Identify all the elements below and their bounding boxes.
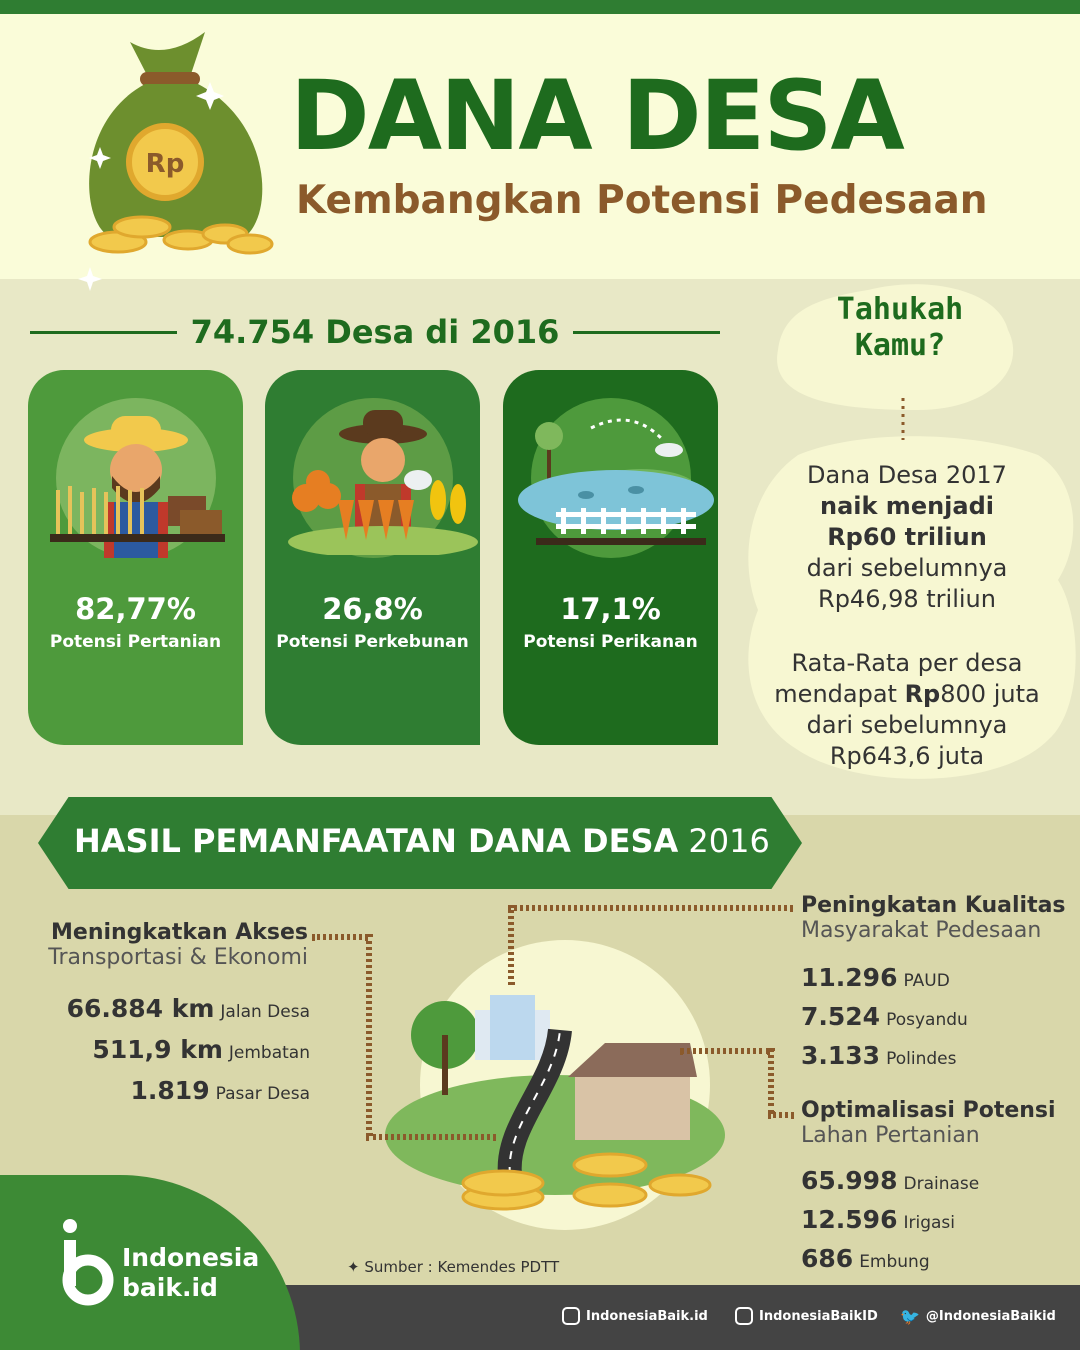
top-bar — [0, 0, 1080, 14]
card-pertanian-value: 82,77% — [75, 592, 196, 626]
lahan-section — [801, 1098, 1056, 1148]
kualitas-stat-value: 3.133 — [801, 1041, 881, 1070]
connector-kualitas — [508, 905, 793, 911]
connector-akses-h — [366, 1134, 496, 1140]
fact1-line1: Dana Desa 2017 — [807, 461, 1007, 489]
fact2-line2c: 800 juta — [940, 680, 1040, 708]
heading-line-right — [573, 331, 720, 334]
stat-row — [801, 1163, 979, 1202]
stat-row — [67, 1031, 310, 1072]
fact1-line2: naik menjadi — [819, 492, 995, 520]
card-perkebunan-value: 26,8% — [322, 592, 423, 626]
kualitas-stat-value: 7.524 — [801, 1002, 881, 1031]
akses-stat-label: Jalan Desa — [220, 1002, 310, 1022]
card-pertanian-label: Potensi Pertanian — [49, 632, 222, 652]
bag-symbol: Rp — [145, 149, 185, 179]
results-banner-text — [74, 822, 770, 860]
pond-icon — [516, 460, 716, 545]
kualitas-stats — [801, 960, 968, 1077]
youtube-icon — [735, 1307, 753, 1325]
fact2-line2b: Rp — [904, 680, 941, 708]
kualitas-stat-value: 11.296 — [801, 963, 898, 992]
akses-stat-label: Pasar Desa — [215, 1084, 310, 1104]
pin-icon: ✦ — [347, 1258, 365, 1276]
stat-row — [67, 1072, 310, 1113]
village-illustration — [385, 935, 730, 1235]
logo-line2: baik.id — [122, 1273, 218, 1302]
vegetable-garden-icon — [288, 460, 478, 555]
connector-kualitas-v — [508, 905, 514, 985]
banner-year: 2016 — [678, 822, 770, 860]
akses-stats — [67, 990, 310, 1113]
akses-stat-value: 1.819 — [130, 1076, 210, 1105]
lahan-subtitle: Lahan Pertanian — [801, 1123, 980, 1148]
source-text: Sumber : Kemendes PDTT — [364, 1258, 560, 1276]
kualitas-section — [801, 893, 1066, 943]
rice-crate-icon — [50, 480, 225, 542]
stat-row — [801, 1202, 979, 1241]
desa-count-heading — [30, 312, 720, 352]
card-perikanan-value: 17,1% — [560, 592, 661, 626]
lahan-stats — [801, 1163, 979, 1280]
source-note — [347, 1258, 559, 1276]
lahan-title: Optimalisasi Potensi — [801, 1098, 1056, 1123]
twitter-icon: 🐦 — [900, 1307, 920, 1326]
stat-row — [801, 1038, 968, 1077]
lahan-stat-label: Drainase — [903, 1174, 980, 1194]
tahukah-line2: Kamu? — [854, 328, 946, 363]
logo-line1: Indonesia — [122, 1243, 260, 1272]
fact-dana-desa — [752, 460, 1062, 615]
social-instagram-label: IndonesiaBaik.id — [586, 1308, 708, 1324]
card-perkebunan-label: Potensi Perkebunan — [276, 632, 469, 652]
connector-lahan-h — [768, 1112, 794, 1118]
logo-text — [122, 1243, 259, 1303]
fact2-line3: dari sebelumnya — [806, 711, 1008, 739]
kualitas-stat-label: Posyandu — [886, 1010, 968, 1030]
card-perikanan — [503, 370, 718, 745]
card-perikanan-label: Potensi Perikanan — [523, 632, 698, 652]
stat-row — [801, 999, 968, 1038]
akses-stat-value: 511,9 km — [92, 1035, 223, 1064]
kualitas-subtitle: Masyarakat Pedesaan — [801, 918, 1042, 943]
card-perkebunan — [265, 370, 480, 745]
connector-lahan-v — [768, 1048, 774, 1114]
akses-stat-label: Jembatan — [228, 1043, 310, 1063]
tahukah-title — [810, 292, 990, 364]
kualitas-stat-label: Polindes — [886, 1049, 957, 1069]
akses-subtitle: Transportasi & Ekonomi — [48, 945, 308, 970]
akses-stat-value: 66.884 km — [66, 994, 215, 1023]
fact2-line2a: mendapat — [774, 680, 905, 708]
connector-akses-v — [366, 934, 372, 1136]
instagram-icon — [562, 1307, 580, 1325]
fact2-line4: Rp643,6 juta — [829, 742, 985, 770]
desa-count-text: 74.754 Desa di 2016 — [190, 313, 560, 351]
fact-rata-rata — [752, 648, 1062, 772]
akses-title: Meningkatkan Akses — [51, 920, 308, 945]
lahan-stat-label: Embung — [859, 1252, 930, 1272]
social-youtube-label: IndonesiaBaikID — [759, 1308, 878, 1324]
stat-row — [801, 1241, 979, 1280]
connector-akses — [312, 934, 368, 940]
social-instagram[interactable] — [562, 1307, 708, 1325]
lahan-stat-label: Irigasi — [903, 1213, 955, 1233]
fact1-line4: dari sebelumnya — [806, 554, 1008, 582]
lahan-stat-value: 65.998 — [801, 1166, 898, 1195]
kualitas-title: Peningkatan Kualitas — [801, 893, 1066, 918]
akses-section — [48, 920, 308, 970]
page-subtitle: Kembangkan Potensi Pedesaan — [296, 178, 988, 223]
fact1-line5: Rp46,98 triliun — [818, 585, 996, 613]
lahan-stat-value: 12.596 — [801, 1205, 898, 1234]
stat-row — [801, 960, 968, 999]
fact1-line3: Rp60 triliun — [827, 523, 987, 551]
social-twitter[interactable] — [900, 1307, 1056, 1326]
social-twitter-label: @IndonesiaBaikid — [925, 1309, 1056, 1324]
social-youtube[interactable] — [735, 1307, 878, 1325]
kualitas-stat-label: PAUD — [903, 971, 950, 991]
page-title: DANA DESA — [290, 60, 903, 172]
stat-row — [67, 990, 310, 1031]
card-pertanian — [28, 370, 243, 745]
heading-line-left — [30, 331, 177, 334]
connector-lahan — [680, 1048, 770, 1054]
fact2-line1: Rata-Rata per desa — [791, 649, 1023, 677]
tahukah-line1: Tahukah — [836, 292, 964, 327]
lahan-stat-value: 686 — [801, 1244, 854, 1273]
banner-bold: HASIL PEMANFAATAN DANA DESA — [74, 822, 679, 860]
money-bag-icon — [70, 22, 290, 297]
indonesiabaik-logo-icon — [58, 1218, 114, 1308]
